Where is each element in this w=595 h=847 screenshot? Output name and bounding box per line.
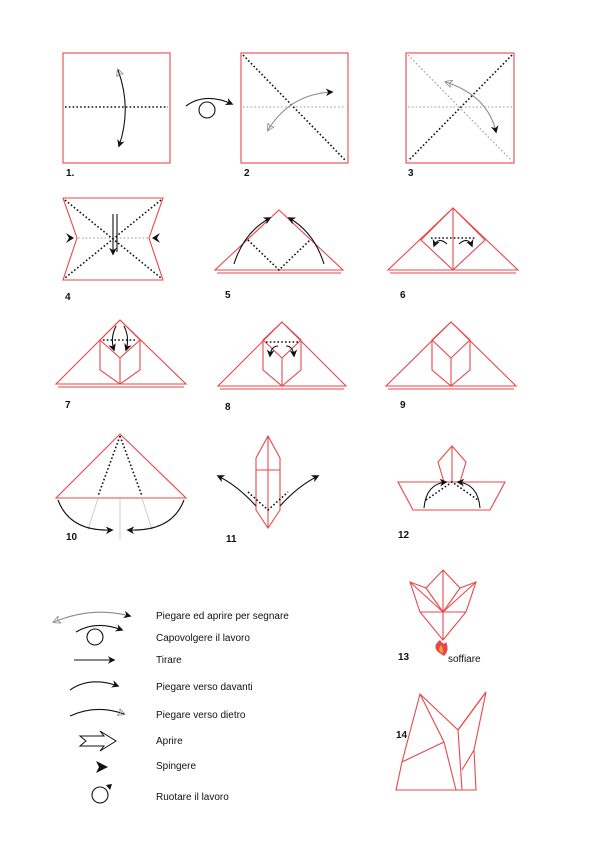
step-3-diagram	[406, 53, 514, 163]
step-number-14: 14	[396, 730, 408, 741]
step-6-diagram	[388, 208, 518, 273]
step-number-9: 9	[400, 400, 406, 411]
step-13-diagram	[410, 570, 476, 640]
step-8-diagram	[218, 322, 346, 389]
step-number-5: 5	[225, 290, 231, 301]
step-9-diagram	[386, 322, 516, 389]
step-number-2: 2	[244, 168, 250, 179]
legend-turn-over: Capovolgere il lavoro	[156, 633, 250, 644]
step-4-diagram	[63, 198, 163, 280]
step-10-diagram	[56, 434, 186, 540]
blow-instruction: soffiare	[448, 654, 481, 665]
flame-icon	[435, 640, 447, 656]
step-number-1: 1.	[66, 168, 75, 179]
legend-icons	[54, 612, 130, 803]
legend-pull: Tirare	[156, 655, 182, 666]
step-12-diagram	[398, 446, 505, 510]
step-5-diagram	[215, 210, 343, 273]
step-11-diagram	[218, 436, 318, 528]
step-number-7: 7	[65, 400, 71, 411]
step-number-6: 6	[400, 290, 406, 301]
step-1-diagram	[63, 53, 170, 163]
step-number-10: 10	[66, 532, 78, 543]
step-number-3: 3	[408, 168, 414, 179]
step-number-12: 12	[398, 530, 410, 541]
legend-valley-fold: Piegare verso davanti	[156, 682, 253, 693]
step-number-8: 8	[225, 402, 231, 413]
legend-open: Aprire	[156, 736, 183, 747]
step-number-4: 4	[65, 292, 71, 303]
step-number-11: 11	[226, 534, 237, 545]
step-number-13: 13	[398, 652, 410, 663]
step-14-diagram	[396, 692, 486, 790]
legend-fold-unfold: Piegare ed aprire per segnare	[156, 611, 289, 622]
turn-over-icon	[186, 98, 232, 118]
legend-mountain-fold: Piegare verso dietro	[156, 710, 246, 721]
legend-rotate: Ruotare il lavoro	[156, 792, 229, 803]
step-7-diagram	[56, 320, 186, 387]
step-2-diagram	[241, 53, 348, 163]
legend-push: Spingere	[156, 761, 197, 772]
